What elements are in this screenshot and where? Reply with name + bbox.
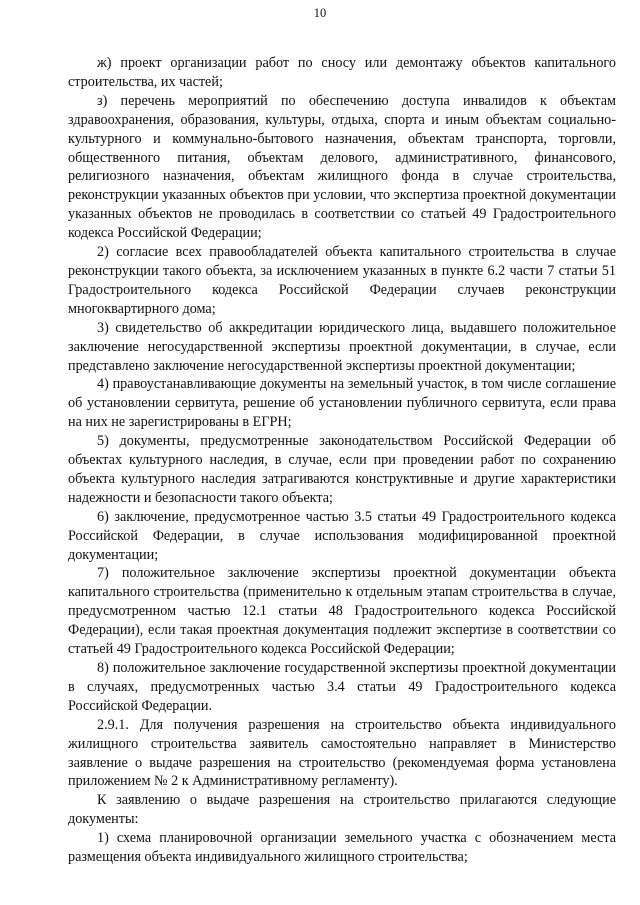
paragraph-item-zh: ж) проект организации работ по сносу или демонтажу объектов капитального строительства, их частей;	[68, 55, 616, 90]
paragraph-item-z: з) перечень мероприятий по обеспечению доступа инвалидов к объектам здравоохранения, образования, культуры, отдыха, спорта и иным объектам социально-культурного и коммунально-бытового назначения, объектам транспорта, торговли, общественного питания, объектам делового, административного, финансового, религиозного назначения, объектам жилищного фонда в случае строительства, реконструкции указанных объектов при условии, что экспертиза проектной документации указанных объектов не проводилась в соответствии со статьей 49 Градостроительного кодекса Российской Федерации;	[68, 92, 616, 242]
paragraph-item-4: 4) правоустанавливающие документы на земельный участок, в том числе соглашение об установлении сервитута, решение об установлении публичного сервитута, если права на них не зарегистрированы в ЕГРН;	[68, 376, 616, 431]
page-number: 10	[313, 6, 327, 20]
paragraph-item-3: 3) свидетельство об аккредитации юридического лица, выдавшего положительное заключение негосударственной экспертизы проектной документации, в случае, если представлено заключение негосударственной экспертизы проектной документации;	[68, 319, 616, 374]
paragraph-attachment-item-1: 1) схема планировочной организации земельного участка с обозначением места размещения объекта индивидуального жилищного строительства;	[68, 830, 616, 866]
paragraph-attachments-intro: К заявлению о выдаче разрешения на строительство прилагаются следующие документы:	[68, 792, 616, 828]
paragraph-item-6: 6) заключение, предусмотренное частью 3.5 статьи 49 Градостроительного кодекса Российской Федерации, в случае использования модифицированной проектной документации;	[68, 508, 616, 563]
paragraph-item-5: 5) документы, предусмотренные законодательством Российской Федерации об объектах культурного наследия, в случае, если при проведении работ по сохранению объекта культурного наследия затрагиваются конструктивные и другие характеристики надежности и безопасности такого объекта;	[68, 433, 616, 506]
document-body	[68, 54, 616, 867]
paragraph-item-7: 7) положительное заключение экспертизы проектной документации объекта капитального строительства (применительно к отдельным этапам строительства в случае, предусмотренном частью 12.1 статьи 48 Градостроительного кодекса Российской Федерации), если такая проектная документация подлежит экспертизе в соответствии со статьей 49 Градостроительного кодекса Российской Федерации;	[68, 565, 616, 658]
paragraph-section-2-9-1: 2.9.1. Для получения разрешения на строительство объекта индивидуального жилищного строительства заявитель самостоятельно направляет в Министерство заявление о выдаче разрешения на строительство (рекомендуемая форма установлена приложением № 2 к Административному регламенту).	[68, 716, 616, 790]
paragraph-item-2: 2) согласие всех правообладателей объекта капитального строительства в случае реконструкции такого объекта, за исключением указанных в пункте 6.2 части 7 статьи 51 Градостроительного кодекса Российской Федерации случаев реконструкции многоквартирного дома;	[68, 244, 616, 317]
paragraph-item-8: 8) положительное заключение государственной экспертизы проектной документации в случаях, предусмотренных частью 3.4 статьи 49 Градостроительного кодекса Российской Федерации.	[68, 660, 616, 714]
